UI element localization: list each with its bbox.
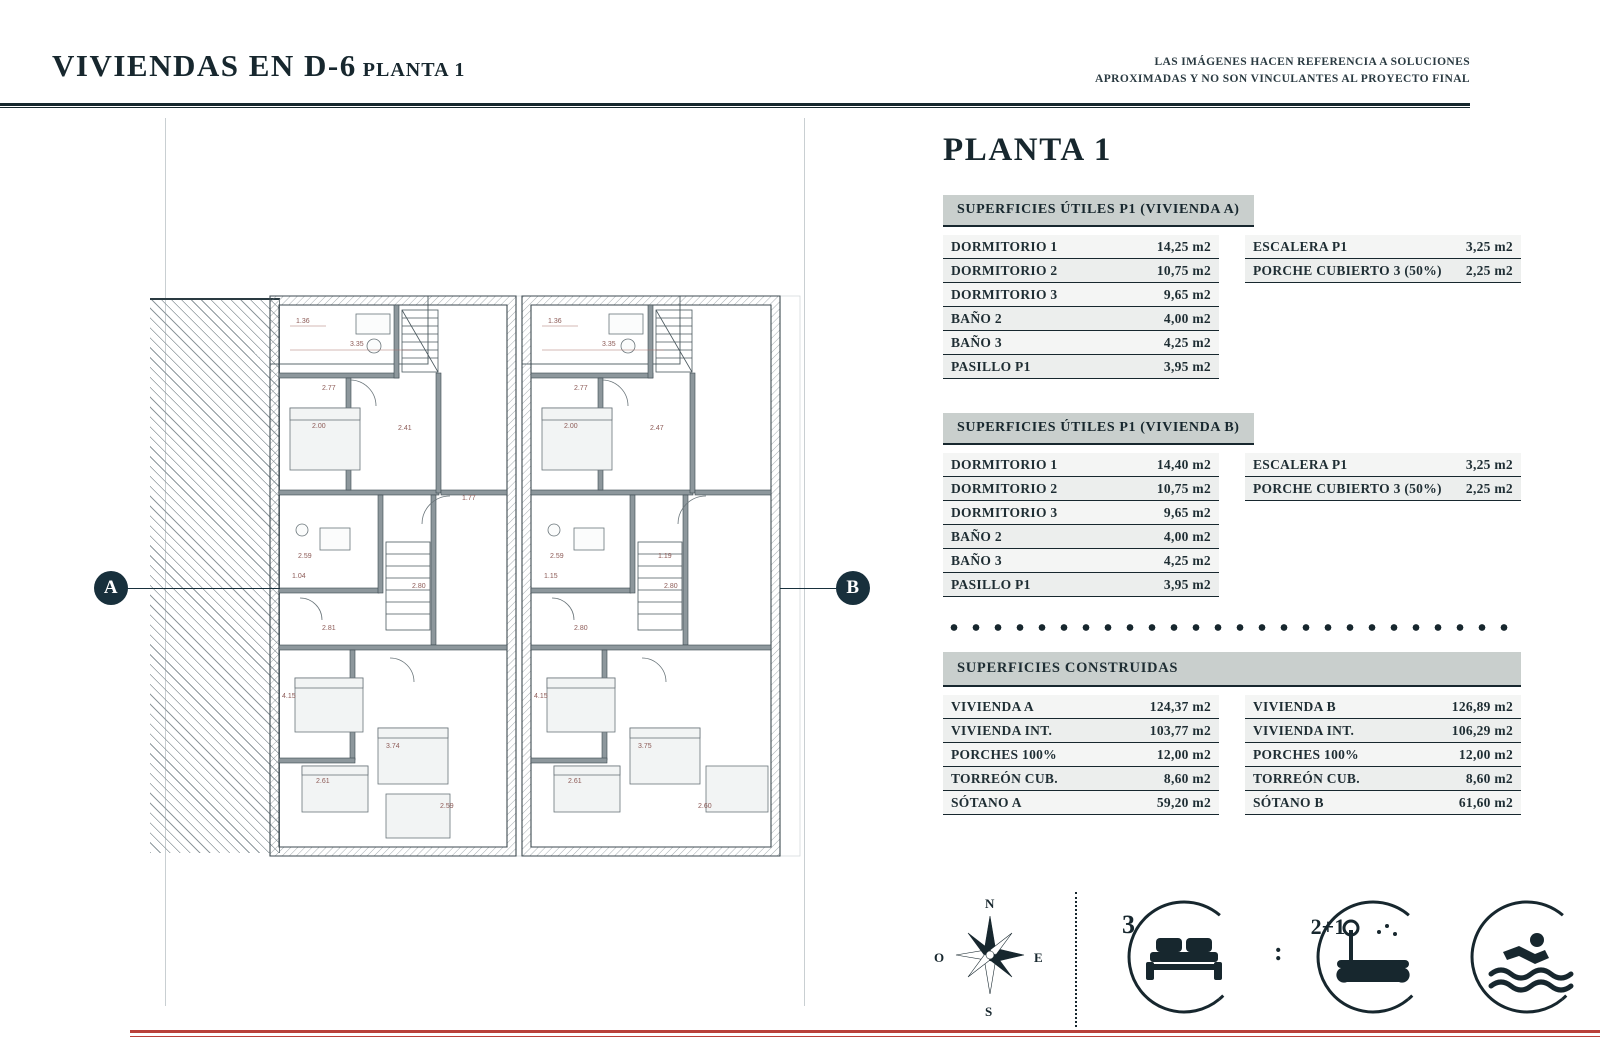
table-row (1245, 719, 1521, 743)
disclaimer-line-1: LAS IMÁGENES HACEN REFERENCIA A SOLUCIONES (1154, 56, 1470, 68)
svg-text:2.77: 2.77 (574, 385, 588, 392)
axis-a-line (124, 588, 280, 589)
table-row (943, 235, 1219, 259)
surfaces-b-left-column (943, 453, 1219, 597)
svg-text:3.74: 3.74 (386, 743, 400, 750)
row-value: 14,25 m2 (1156, 239, 1211, 254)
bath-shower-icon (1309, 892, 1437, 1022)
table-row (943, 767, 1219, 791)
svg-text:1.15: 1.15 (544, 573, 558, 580)
row-label: PORCHES 100% (951, 747, 1057, 762)
bathrooms-count: 2+1 (1310, 914, 1346, 939)
bedrooms-feature (1120, 892, 1248, 1022)
row-value: 3,25 m2 (1465, 457, 1513, 472)
table-row (943, 355, 1219, 379)
table-row (943, 549, 1219, 573)
plan-svg (150, 118, 810, 1008)
svg-text:2.80: 2.80 (412, 583, 426, 590)
axis-b-line (780, 588, 840, 589)
svg-text:2.80: 2.80 (574, 625, 588, 632)
table-row (1245, 695, 1521, 719)
page-title-main: VIVIENDAS EN D-6 (52, 48, 357, 83)
info-panel (925, 118, 1525, 815)
surfaces-a-band: SUPERFICIES ÚTILES P1 (VIVIENDA A) (943, 195, 1254, 227)
table-row (1245, 477, 1521, 501)
axis-a-label: A (103, 577, 119, 598)
table-row (943, 331, 1219, 355)
compass-west-label: O (934, 950, 945, 965)
footer-divider (130, 1030, 1600, 1033)
row-label: VIVIENDA INT. (1253, 723, 1355, 738)
pool-icon (1463, 892, 1591, 1022)
svg-text:2.60: 2.60 (698, 803, 712, 810)
row-label: ESCALERA P1 (1253, 457, 1348, 472)
bed-icon (1120, 892, 1248, 1022)
bedrooms-count: 3 (1122, 910, 1135, 939)
row-value: 8,60 m2 (1163, 771, 1211, 786)
row-value: 4,25 m2 (1163, 553, 1211, 568)
built-left-column (943, 695, 1219, 815)
row-label: BAÑO 3 (951, 335, 1002, 350)
svg-text:2.61: 2.61 (316, 778, 330, 785)
row-label: PORCHE CUBIERTO 3 (50%) (1253, 481, 1442, 496)
row-label: PASILLO P1 (951, 577, 1031, 592)
disclaimer (1095, 54, 1470, 87)
compass-south-label: S (985, 1004, 993, 1019)
row-label: VIVIENDA A (951, 699, 1034, 714)
table-row (1245, 453, 1521, 477)
svg-text:2.59: 2.59 (440, 803, 454, 810)
row-label: VIVIENDA INT. (951, 723, 1053, 738)
surfaces-a-left-column (943, 235, 1219, 379)
svg-text:1.77: 1.77 (462, 495, 476, 502)
table-row (1245, 767, 1521, 791)
table-row (1245, 791, 1521, 815)
row-value: 10,75 m2 (1156, 263, 1211, 278)
compass-rose (930, 890, 1050, 1020)
svg-text:2.81: 2.81 (322, 625, 336, 632)
panel-title: PLANTA 1 (943, 132, 1112, 168)
row-label: DORMITORIO 3 (951, 505, 1058, 520)
row-value: 61,60 m2 (1458, 795, 1513, 810)
page-title-sub: PLANTA 1 (362, 59, 466, 81)
row-label: PASILLO P1 (951, 359, 1031, 374)
disclaimer-line-2: APROXIMADAS Y NO SON VINCULANTES AL PROYECTO FINAL (1095, 72, 1470, 85)
svg-text:3.35: 3.35 (602, 341, 616, 348)
row-value: 103,77 m2 (1149, 723, 1211, 738)
table-row (943, 573, 1219, 597)
svg-text:4.15: 4.15 (534, 693, 548, 700)
row-label: ESCALERA P1 (1253, 239, 1348, 254)
row-label: SÓTANO A (951, 795, 1022, 810)
surfaces-a-group (943, 195, 1525, 379)
svg-text:2.47: 2.47 (650, 425, 664, 432)
axis-badge-b (836, 571, 870, 605)
table-row (1245, 743, 1521, 767)
row-value: 10,75 m2 (1156, 481, 1211, 496)
icons-divider (1075, 892, 1077, 1027)
svg-text:3.35: 3.35 (350, 341, 364, 348)
table-row (943, 743, 1219, 767)
row-label: TORREÓN CUB. (951, 771, 1058, 786)
row-value: 8,60 m2 (1465, 771, 1513, 786)
table-row (943, 477, 1219, 501)
row-value: 2,25 m2 (1465, 263, 1513, 278)
row-label: SÓTANO B (1253, 795, 1324, 810)
svg-text:4.15: 4.15 (282, 693, 296, 700)
svg-text:2.59: 2.59 (550, 553, 564, 560)
svg-text:1.36: 1.36 (548, 318, 562, 325)
row-value: 3,25 m2 (1465, 239, 1513, 254)
surfaces-b-right-column (1245, 453, 1521, 597)
table-row (943, 501, 1219, 525)
table-row (943, 283, 1219, 307)
row-label: DORMITORIO 1 (951, 239, 1058, 254)
row-value: 59,20 m2 (1156, 795, 1211, 810)
row-label: TORREÓN CUB. (1253, 771, 1360, 786)
svg-text:1.36: 1.36 (296, 318, 310, 325)
row-value: 106,29 m2 (1451, 723, 1513, 738)
built-surfaces-columns (943, 695, 1525, 815)
surfaces-b-band: SUPERFICIES ÚTILES P1 (VIVIENDA B) (943, 413, 1254, 445)
svg-text:1.19: 1.19 (658, 553, 672, 560)
row-label: BAÑO 2 (951, 529, 1002, 544)
svg-text:1.04: 1.04 (292, 573, 306, 580)
compass-north-label: N (985, 896, 995, 911)
surfaces-a-columns (943, 235, 1525, 379)
svg-text:2.41: 2.41 (398, 425, 412, 432)
row-value: 124,37 m2 (1149, 699, 1211, 714)
table-row (1245, 235, 1521, 259)
row-label: VIVIENDA B (1253, 699, 1336, 714)
row-value: 4,25 m2 (1163, 335, 1211, 350)
row-value: 9,65 m2 (1163, 505, 1211, 520)
table-row (943, 791, 1219, 815)
row-label: PORCHE CUBIERTO 3 (50%) (1253, 263, 1442, 278)
row-value: 9,65 m2 (1163, 287, 1211, 302)
pool-feature (1463, 892, 1591, 1022)
table-row (943, 307, 1219, 331)
row-value: 3,95 m2 (1163, 577, 1211, 592)
svg-text:3.75: 3.75 (638, 743, 652, 750)
page-title (52, 48, 465, 84)
surfaces-a-right-column (1245, 235, 1521, 379)
svg-text:2.80: 2.80 (664, 583, 678, 590)
table-row (943, 695, 1219, 719)
axis-badge-a (94, 571, 128, 605)
compass-east-label: E (1034, 950, 1043, 965)
row-value: 12,00 m2 (1458, 747, 1513, 762)
svg-text:2.77: 2.77 (322, 385, 336, 392)
built-surfaces-band: SUPERFICIES CONSTRUIDAS (943, 652, 1521, 687)
row-value: 126,89 m2 (1451, 699, 1513, 714)
row-value: 4,00 m2 (1163, 311, 1211, 326)
table-row (943, 719, 1219, 743)
icons-separator: : (1274, 937, 1283, 966)
axis-b-label: B (846, 577, 860, 598)
row-label: DORMITORIO 1 (951, 457, 1058, 472)
row-value: 14,40 m2 (1156, 457, 1211, 472)
header-divider (0, 103, 1470, 106)
feature-icons (1120, 892, 1591, 1022)
surfaces-b-columns (943, 453, 1525, 597)
table-row (943, 453, 1219, 477)
surfaces-b-group (943, 413, 1525, 597)
row-label: PORCHES 100% (1253, 747, 1359, 762)
row-value: 2,25 m2 (1465, 481, 1513, 496)
floor-plan-drawing (103, 118, 860, 1008)
footer-divider-thin (130, 1036, 1600, 1037)
row-label: DORMITORIO 2 (951, 263, 1058, 278)
table-row (943, 259, 1219, 283)
svg-text:2.61: 2.61 (568, 778, 582, 785)
row-label: DORMITORIO 3 (951, 287, 1058, 302)
table-row (943, 525, 1219, 549)
svg-text:2.00: 2.00 (564, 423, 578, 430)
row-value: 3,95 m2 (1163, 359, 1211, 374)
header-divider-thin (0, 107, 1470, 108)
bathrooms-feature (1309, 892, 1437, 1022)
row-label: DORMITORIO 2 (951, 481, 1058, 496)
dotted-divider (943, 623, 1521, 632)
built-right-column (1245, 695, 1521, 815)
table-row (1245, 259, 1521, 283)
row-label: BAÑO 2 (951, 311, 1002, 326)
row-value: 4,00 m2 (1163, 529, 1211, 544)
svg-text:2.59: 2.59 (298, 553, 312, 560)
row-value: 12,00 m2 (1156, 747, 1211, 762)
svg-text:2.00: 2.00 (312, 423, 326, 430)
row-label: BAÑO 3 (951, 553, 1002, 568)
built-surfaces-group (925, 652, 1525, 815)
